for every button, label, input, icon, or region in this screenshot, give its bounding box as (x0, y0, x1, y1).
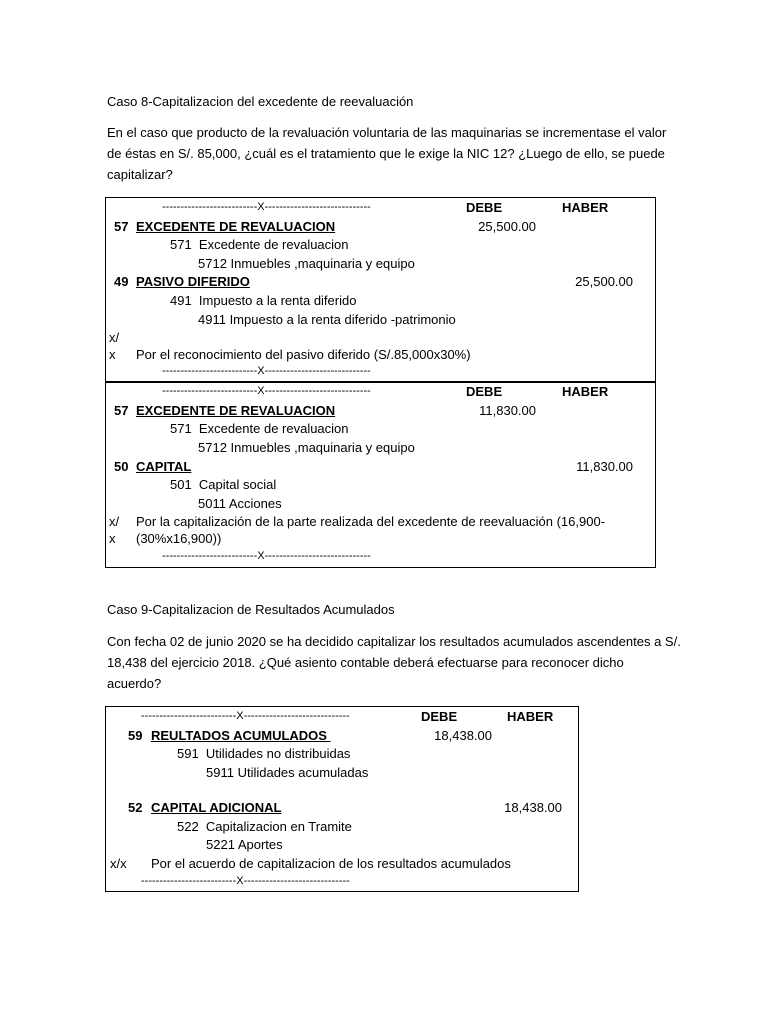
debe-amount: 18,438.00 (434, 728, 492, 743)
account-name: REULTADOS ACUMULADOS (151, 728, 331, 743)
caso9-question-line: 18,438 del ejercicio 2018. ¿Qué asiento contable deberá efectuarse para reconocer dicho (107, 655, 624, 670)
subaccount: 571 Excedente de revaluacion (170, 421, 349, 436)
account-code: 59 (128, 728, 143, 743)
account-code: 52 (128, 800, 143, 815)
subaccount: 5911 Utilidades acumuladas (206, 765, 369, 780)
entry-gloss: Por el reconocimiento del pasivo diferido (S/.85,000x30%) (136, 347, 471, 362)
separator: --------------------------X----------------------------- (141, 875, 350, 887)
entry-ref: x/ (109, 330, 120, 345)
account-code: 50 (114, 459, 129, 474)
entry-ref: x/ (109, 514, 120, 529)
haber-amount: 25,500.00 (575, 274, 633, 289)
account-name: EXCEDENTE DE REVALUACION (136, 219, 336, 234)
subaccount: 571 Excedente de revaluacion (170, 237, 349, 252)
subaccount: 501 Capital social (170, 477, 277, 492)
caso8-title: Caso 8-Capitalizacion del excedente de reevaluación (107, 94, 414, 109)
account-name: PASIVO DIFERIDO (136, 274, 250, 289)
subaccount: 522 Capitalizacion en Tramite (177, 819, 352, 834)
entry-gloss: Por la capitalización de la parte realizada del excedente de reevaluación (16,900- (136, 514, 606, 529)
subaccount: 5011 Acciones (198, 496, 282, 511)
account-code: 57 (114, 219, 129, 234)
debe-header: DEBE (466, 384, 503, 399)
subaccount: 5712 Inmuebles ,maquinaria y equipo (198, 440, 415, 455)
entry-ref: x (109, 531, 116, 546)
account-code: 49 (114, 274, 129, 289)
account-code: 57 (114, 403, 129, 418)
debe-amount: 25,500.00 (478, 219, 536, 234)
subaccount: 591 Utilidades no distribuidas (177, 746, 351, 761)
separator: --------------------------X----------------------------- (162, 550, 371, 562)
subaccount: 5712 Inmuebles ,maquinaria y equipo (198, 256, 415, 271)
entry-divider (105, 381, 656, 383)
account-name: EXCEDENTE DE REVALUACION (136, 403, 336, 418)
account-name: CAPITAL ADICIONAL (151, 800, 282, 815)
separator: --------------------------X----------------------------- (162, 201, 371, 213)
caso9-question-line: acuerdo? (107, 676, 162, 691)
entry-gloss: (30%x16,900)) (136, 531, 222, 546)
debe-header: DEBE (466, 200, 503, 215)
haber-header: HABER (562, 384, 609, 399)
account-name: CAPITAL (136, 459, 192, 474)
separator: --------------------------X----------------------------- (162, 365, 371, 377)
entry-ref: x/x (110, 856, 127, 871)
caso8-question-line: de éstas en S/. 85,000, ¿cuál es el tratamiento que le exige la NIC 12? ¿Luego de ello, se puede (107, 146, 665, 161)
caso9-title: Caso 9-Capitalizacion de Resultados Acumulados (107, 602, 395, 617)
separator: --------------------------X----------------------------- (162, 385, 371, 397)
subaccount: 4911 Impuesto a la renta diferido -patrimonio (198, 312, 456, 327)
haber-amount: 11,830.00 (576, 459, 633, 474)
haber-header: HABER (507, 709, 554, 724)
subaccount: 5221 Aportes (206, 837, 283, 852)
debe-amount: 11,830.00 (479, 403, 536, 418)
entry-ref: x (109, 347, 116, 362)
caso8-question-line: En el caso que producto de la revaluación voluntaria de las maquinarias se incrementase el valor (107, 125, 667, 140)
subaccount: 491 Impuesto a la renta diferido (170, 293, 357, 308)
debe-header: DEBE (421, 709, 458, 724)
haber-header: HABER (562, 200, 609, 215)
caso8-question-line: capitalizar? (107, 167, 173, 182)
entry-gloss: Por el acuerdo de capitalizacion de los resultados acumulados (151, 856, 511, 871)
haber-amount: 18,438.00 (504, 800, 562, 815)
separator: --------------------------X----------------------------- (141, 710, 350, 722)
caso9-question-line: Con fecha 02 de junio 2020 se ha decidido capitalizar los resultados acumulados ascendentes a S/. (107, 634, 681, 649)
